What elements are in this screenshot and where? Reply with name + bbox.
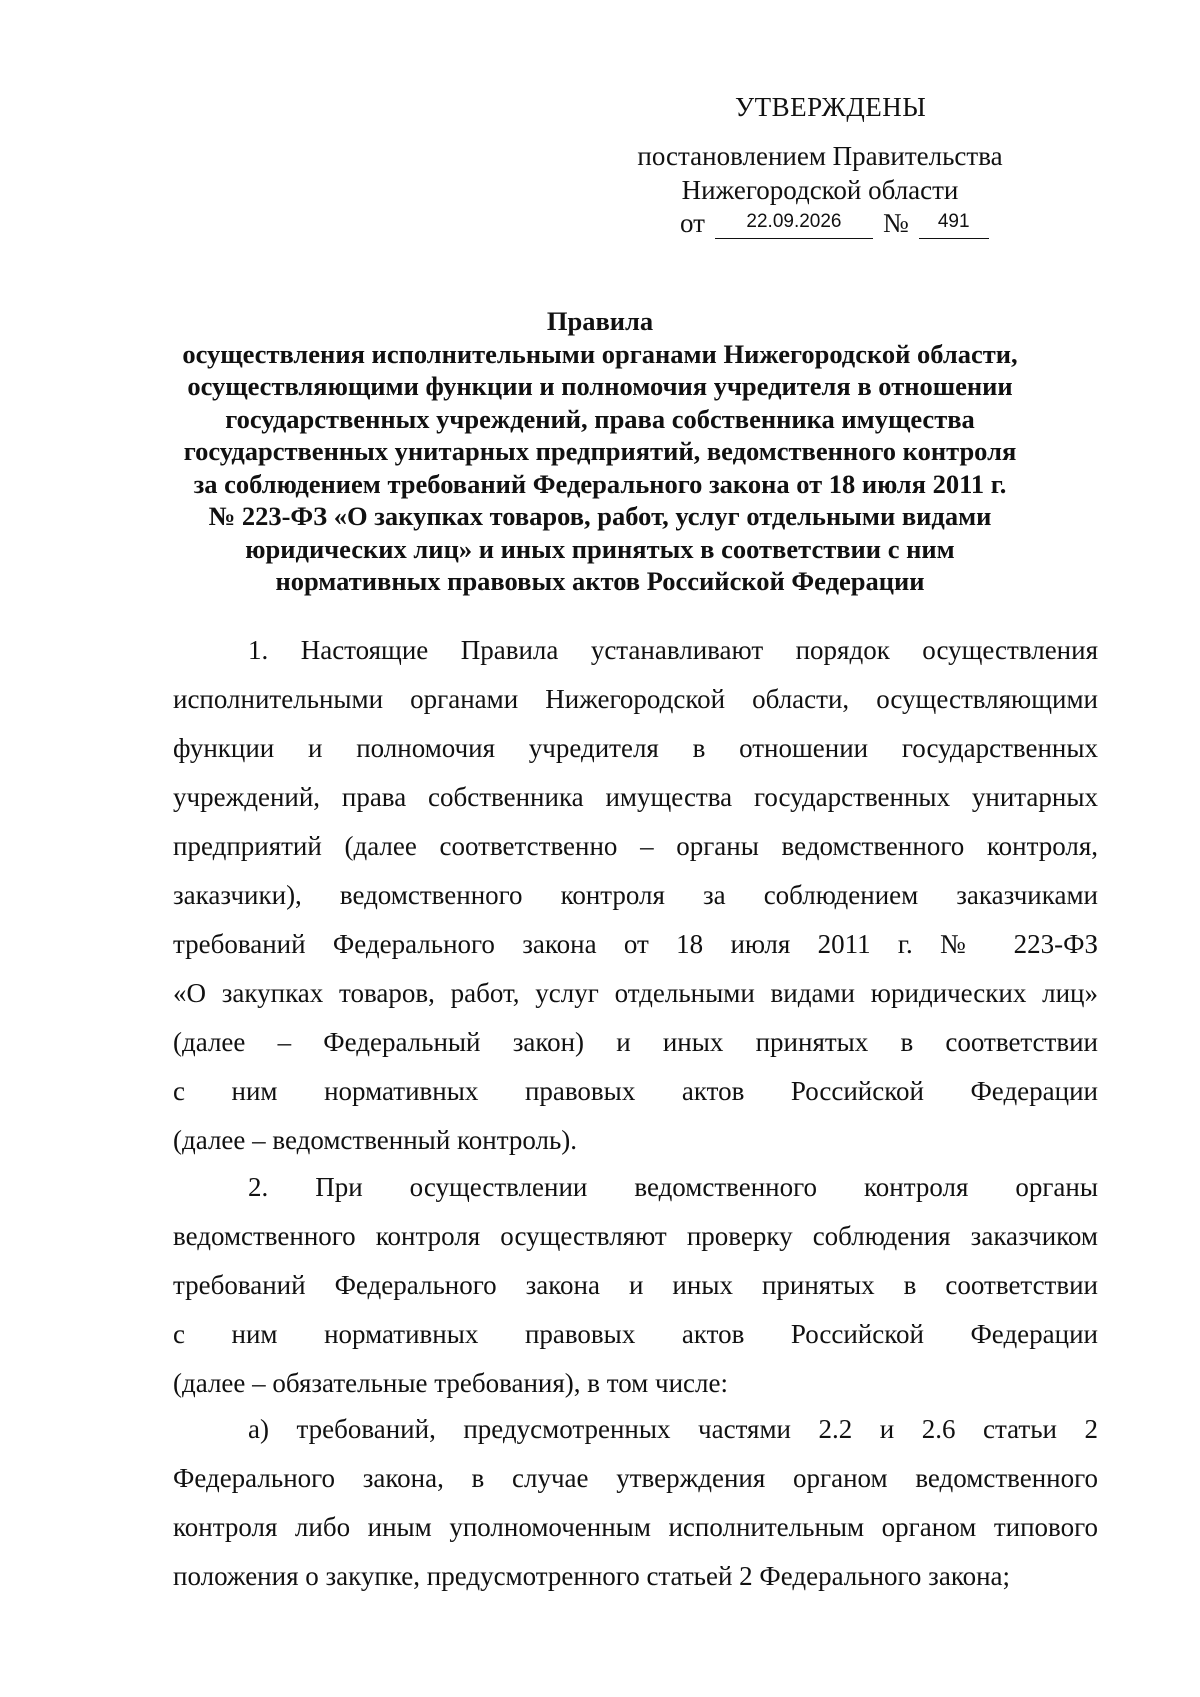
title-line: № 223-ФЗ «О закупках товаров, работ, услуг отдельными видами xyxy=(208,501,992,531)
paragraph-line: (далее – Федеральный закон) и иных принятых в соответствии xyxy=(173,1027,1098,1057)
title-line: нормативных правовых актов Российской Федерации xyxy=(275,566,925,596)
paragraph-line: предприятий (далее соответственно – органы ведомственного контроля, xyxy=(173,831,1098,861)
paragraph-line: (далее – обязательные требования), в том числе: xyxy=(173,1368,728,1398)
title-line: государственных учреждений, права собственника имущества xyxy=(225,403,975,434)
paragraph-line: контроля либо иным уполномоченным исполнительным органом типового xyxy=(173,1512,1098,1542)
paragraph-line: Федерального закона, в случае утверждения органом ведомственного xyxy=(173,1463,1098,1493)
paragraph-2 xyxy=(173,1163,1098,1408)
approval-reference xyxy=(680,208,989,239)
paragraph-line: (далее – ведомственный контроль). xyxy=(173,1125,578,1155)
paragraph-line: требований Федерального закона и иных принятых в соответствии xyxy=(173,1270,1098,1300)
approval-number-label: № xyxy=(882,208,909,238)
title-line: осуществления исполнительными органами Нижегородской области, xyxy=(182,338,1018,369)
paragraph-line: заказчики), ведомственного контроля за соблюдением заказчиками xyxy=(173,880,1098,910)
title-line: государственных унитарных предприятий, ведомственного контроля xyxy=(183,436,1017,466)
approval-from-label: от xyxy=(680,208,705,238)
paragraph-line: положения о закупке, предусмотренного статьей 2 Федерального закона; xyxy=(173,1561,1011,1591)
paragraph-line: 1. Настоящие Правила устанавливают порядок осуществления xyxy=(248,635,1098,665)
paragraph-line: а) требований, предусмотренных частями 2.2 и 2.6 статьи 2 xyxy=(248,1414,1098,1444)
title-line: Правила xyxy=(546,306,654,336)
paragraph-line: ведомственного контроля осуществляют проверку соблюдения заказчиком xyxy=(173,1221,1098,1251)
paragraph-line: с ним нормативных правовых актов Российской Федерации xyxy=(173,1076,1098,1106)
paragraph-line: функции и полномочия учредителя в отношении государственных xyxy=(173,733,1098,763)
paragraph-line: исполнительными органами Нижегородской области, осуществляющими xyxy=(173,684,1098,714)
approval-region-line: Нижегородской области xyxy=(681,175,959,205)
approval-number: 491 xyxy=(919,212,989,239)
document-title xyxy=(120,305,1080,598)
approval-heading: УТВЕРЖДЕНЫ xyxy=(735,92,927,122)
title-line: за соблюдением требований Федерального закона от 18 июля 2011 г. xyxy=(193,468,1007,499)
title-line: юридических лиц» и иных принятых в соответствии с ним xyxy=(245,533,955,564)
title-line: осуществляющими функции и полномочия учредителя в отношении xyxy=(187,371,1013,401)
paragraph-line: 2. При осуществлении ведомственного контроля органы xyxy=(248,1172,1098,1202)
paragraph-line: требований Федерального закона от 18 июля 2011 г. № 223-ФЗ xyxy=(173,929,1098,959)
paragraph-1 xyxy=(173,626,1098,1165)
approval-decree-line: постановлением Правительства xyxy=(637,141,1003,171)
paragraph-line: «О закупках товаров, работ, услуг отдельными видами юридических лиц» xyxy=(173,978,1098,1008)
paragraph-line: учреждений, права собственника имущества государственных унитарных xyxy=(173,782,1098,812)
approval-date: 22.09.2026 xyxy=(715,212,873,239)
paragraph-line: с ним нормативных правовых актов Российской Федерации xyxy=(173,1319,1098,1349)
paragraph-3 xyxy=(173,1405,1098,1601)
